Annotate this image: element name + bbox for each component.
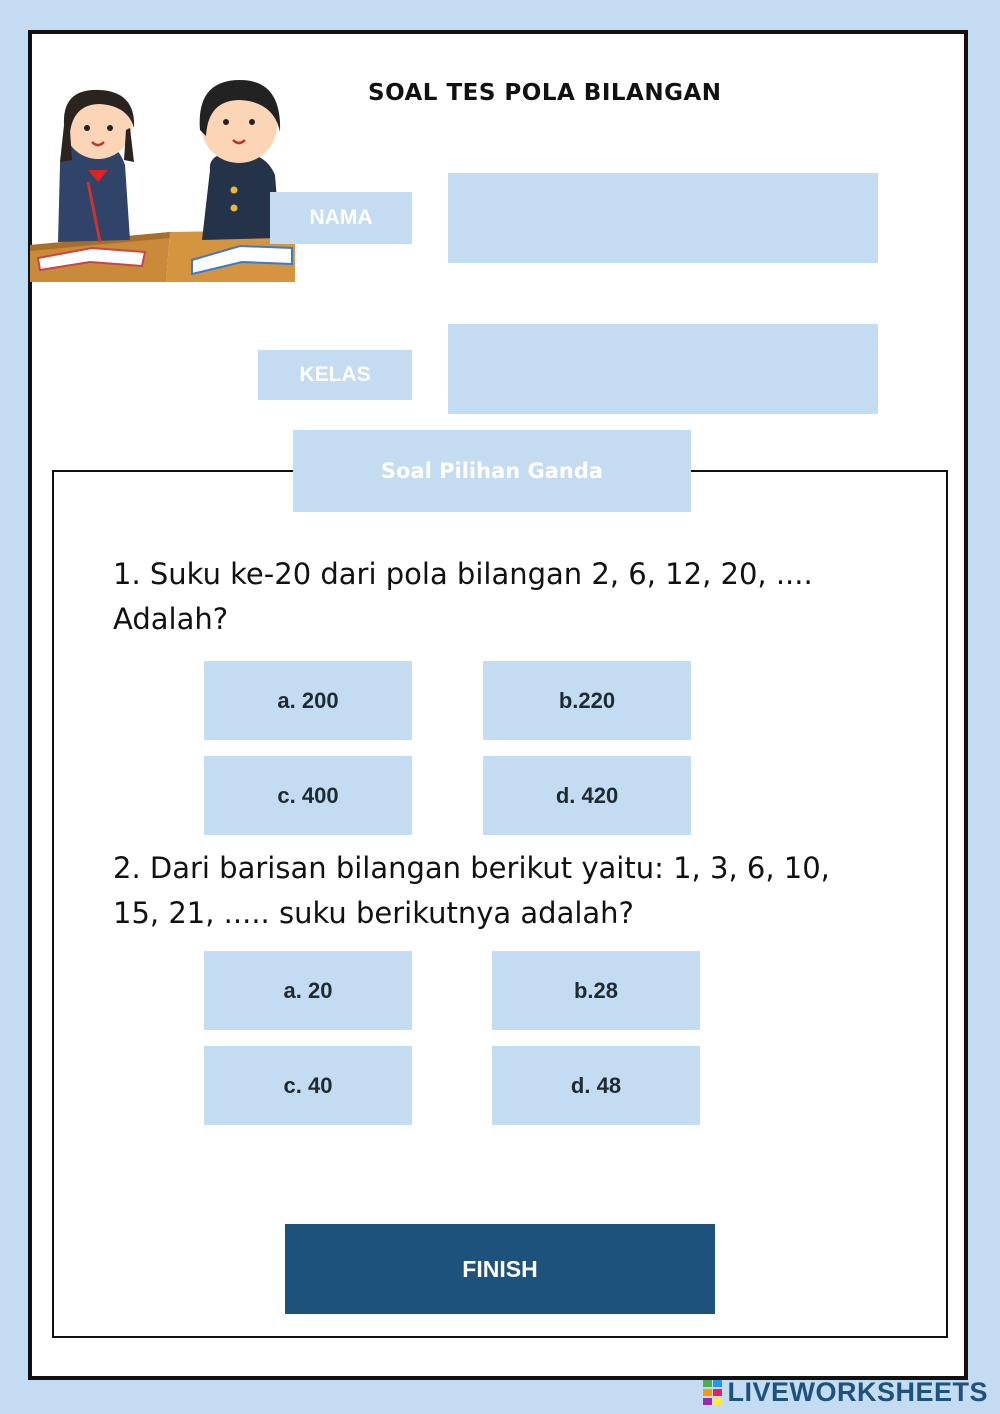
q1-option-c[interactable]: c. 400 [204,756,412,835]
nama-label: NAMA [270,192,412,244]
kelas-label: KELAS [258,350,412,400]
q1-option-d[interactable]: d. 420 [483,756,691,835]
section-title: Soal Pilihan Ganda [293,430,691,512]
q2-option-d[interactable]: d. 48 [492,1046,700,1125]
page-title: SOAL TES POLA BILANGAN [368,80,722,106]
question-1-text: 1. Suku ke-20 dari pola bilangan 2, 6, 12, 20, .... Adalah? [113,557,813,636]
question-2-text: 2. Dari barisan bilangan berikut yaitu: 1, 3, 6, 10, 15, 21, ..... suku berikutnya adalah? [113,851,830,930]
students-illustration [30,70,295,282]
liveworksheets-brand[interactable] [703,1377,988,1408]
liveworksheets-logo-icon [703,1380,723,1406]
finish-button[interactable]: FINISH [285,1224,715,1314]
brand-text: LIVEWORKSHEETS [727,1377,988,1407]
kelas-input[interactable] [448,324,878,414]
nama-input[interactable] [448,173,878,263]
q1-option-a[interactable]: a. 200 [204,661,412,740]
q2-option-b[interactable]: b.28 [492,951,700,1030]
q1-option-b[interactable]: b.220 [483,661,691,740]
q2-option-a[interactable]: a. 20 [204,951,412,1030]
q2-option-c[interactable]: c. 40 [204,1046,412,1125]
